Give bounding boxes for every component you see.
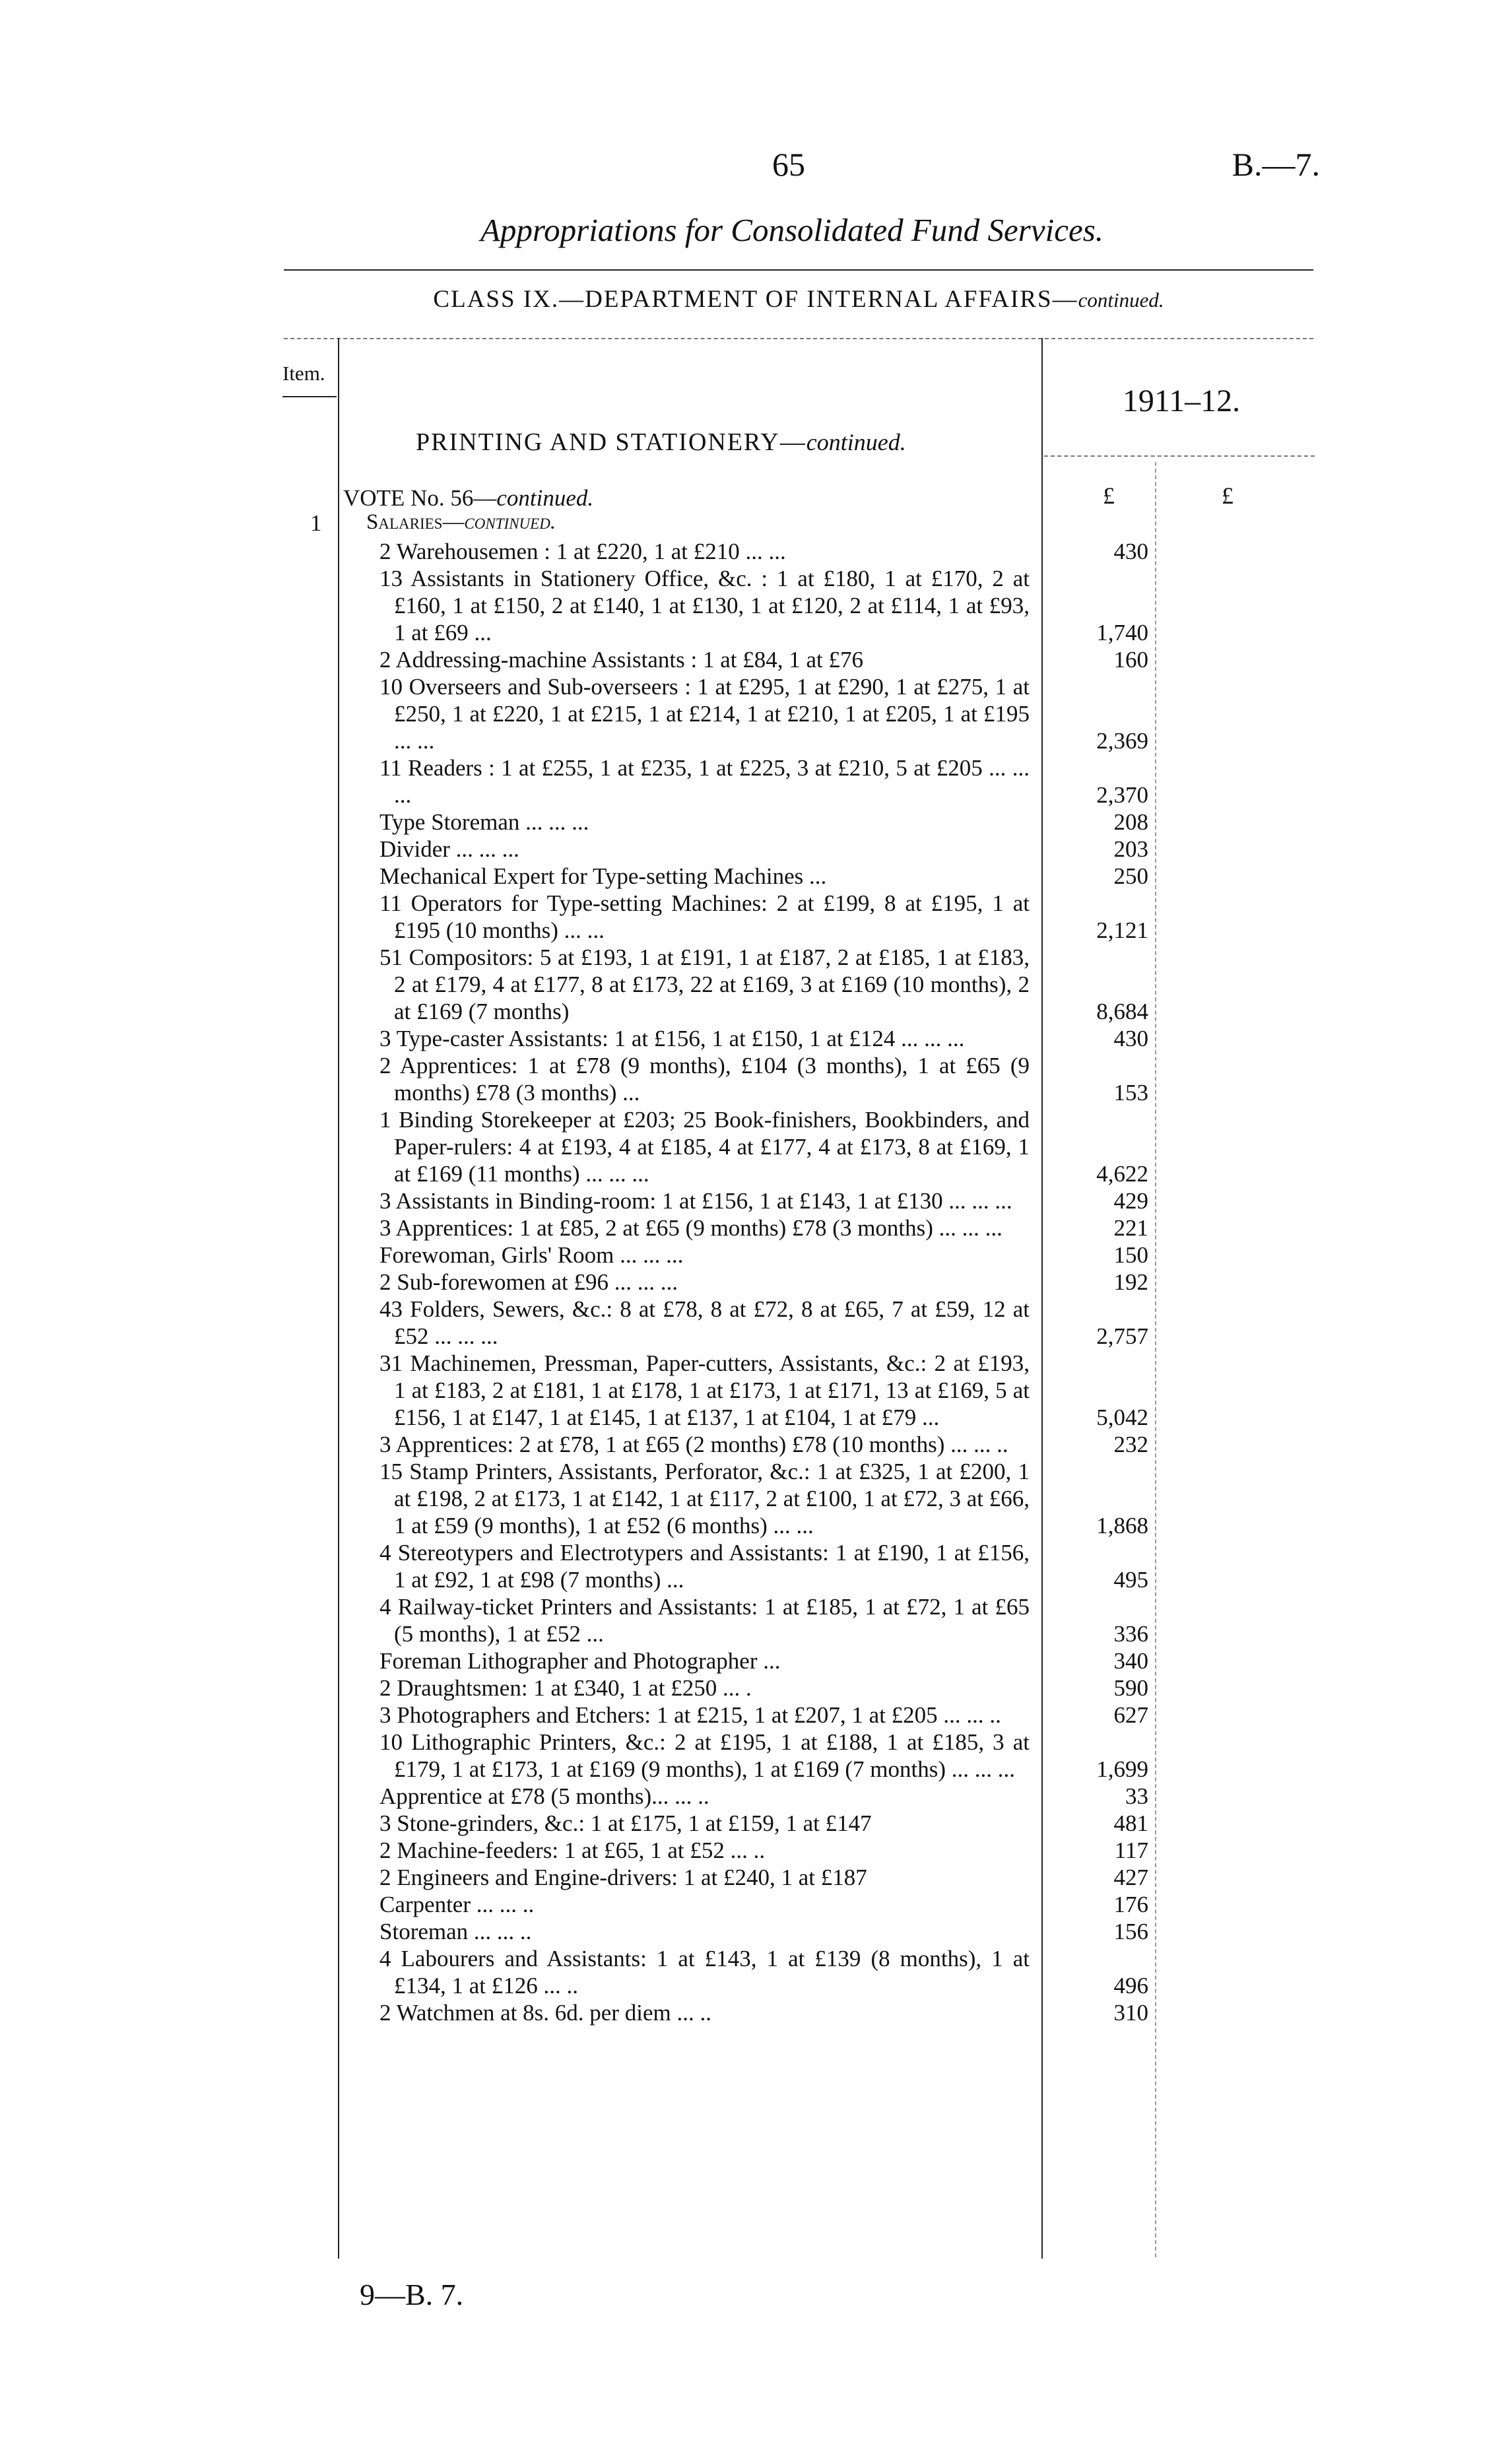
table-row	[0, 1810, 1512, 1836]
table-row	[0, 1458, 1512, 1538]
row-description: 31 Machinemen, Pressman, Paper-cutters, Assistants, &c.: 2 at £193, 1 at £183, 2 at £181, 1 at £178, 1 at £173, 1 at £171, 13 at £169, 5 at £156, 1 at £147, 1 at £145, 1 at £137, 1 at £104, 1 at £79 ...	[379, 1350, 1030, 1430]
row-amount: 2,369	[1096, 728, 1148, 754]
row-description: Carpenter ... ... ..	[379, 1892, 535, 1917]
row-description: 3 Assistants in Binding-room: 1 at £156, 1 at £143, 1 at £130 ... ... ...	[379, 1188, 1012, 1214]
table-row	[0, 1593, 1512, 1647]
item-column-header: Item.	[282, 362, 325, 385]
row-description: Storeman ... ... ..	[379, 1919, 532, 1944]
table-row	[0, 1729, 1512, 1782]
signature-mark: 9—B. 7.	[360, 2278, 464, 2311]
vote-heading-main: VOTE No. 56—	[343, 485, 497, 511]
subtotal-column-divider	[1155, 462, 1156, 2257]
row-description: 4 Stereotypers and Electrotypers and Assistants: 1 at £190, 1 at £156, 1 at £92, 1 at £98 (7 months) ...	[379, 1540, 1030, 1593]
salaries-heading-main: Salaries—	[366, 510, 465, 534]
row-description: 15 Stamp Printers, Assistants, Perforator, &c.: 1 at £325, 1 at £200, 1 at £198, 2 at £173, 1 at £142, 1 at £117, 2 at £100, 1 at £72, 3 at £66, 1 at £59 (9 months), 1 at £52 (6 months) ... ...	[379, 1459, 1030, 1538]
row-amount: 340	[1113, 1648, 1148, 1674]
table-row	[0, 754, 1512, 808]
salaries-heading	[366, 510, 556, 535]
row-description: Apprentice at £78 (5 months)... ... ..	[379, 1783, 709, 1809]
class-heading-continued: continued.	[1078, 288, 1164, 312]
row-description: 2 Warehousemen : 1 at £220, 1 at £210 ... ...	[379, 539, 786, 564]
row-description: 4 Railway-ticket Printers and Assistants: 1 at £185, 1 at £72, 1 at £65 (5 months), 1 at £52 ...	[379, 1594, 1030, 1647]
row-description: Foreman Lithographer and Photographer ...	[379, 1648, 781, 1674]
page-number: 65	[772, 146, 805, 183]
table-row	[0, 1647, 1512, 1674]
row-description: Forewoman, Girls' Room ... ... ...	[379, 1242, 684, 1268]
table-row	[0, 1241, 1512, 1268]
row-amount: 208	[1113, 809, 1148, 835]
class-heading-main: CLASS IX.—DEPARTMENT OF INTERNAL AFFAIRS—	[433, 286, 1078, 313]
row-amount: 4,622	[1096, 1161, 1148, 1187]
table-row	[0, 1025, 1512, 1051]
table-row	[0, 1296, 1512, 1349]
row-amount: 150	[1113, 1242, 1148, 1268]
table-row	[0, 1214, 1512, 1241]
year-header-rule	[1044, 455, 1315, 457]
row-description: 10 Lithographic Printers, &c.: 2 at £195, 1 at £188, 1 at £185, 3 at £179, 1 at £173, 1 at £169 (9 months), 1 at £169 (7 months) ... ... ...	[379, 1729, 1030, 1782]
row-amount: 2,757	[1096, 1323, 1148, 1349]
table-row	[0, 1864, 1512, 1890]
row-amount: 33	[1125, 1783, 1148, 1809]
table-row	[0, 1999, 1512, 2026]
row-description: 2 Engineers and Engine-drivers: 1 at £240, 1 at £187	[379, 1865, 867, 1890]
row-amount: 2,121	[1096, 917, 1148, 943]
row-amount: 221	[1113, 1215, 1148, 1241]
table-row	[0, 646, 1512, 673]
row-amount: 430	[1113, 539, 1148, 564]
row-description: 11 Readers : 1 at £255, 1 at £235, 1 at £225, 3 at £210, 5 at £205 ... ... ...	[379, 755, 1030, 808]
section-title-main: PRINTING AND STATIONERY—	[416, 428, 806, 456]
item-number: 1	[310, 510, 322, 536]
row-description: 43 Folders, Sewers, &c.: 8 at £78, 8 at £72, 8 at £65, 7 at £59, 12 at £52 ... ... ...	[379, 1296, 1030, 1349]
vote-heading	[343, 485, 593, 512]
row-description: 51 Compositors: 5 at £193, 1 at £191, 1 at £187, 2 at £185, 1 at £183, 2 at £179, 4 at £177, 8 at £173, 22 at £169, 3 at £169 (10 months), 2 at £169 (7 months)	[379, 944, 1030, 1024]
row-description: 3 Apprentices: 2 at £78, 1 at £65 (2 months) £78 (10 months) ... ... ..	[379, 1432, 1008, 1457]
row-amount: 627	[1113, 1702, 1148, 1728]
table-row	[0, 1674, 1512, 1701]
row-description: 3 Type-caster Assistants: 1 at £156, 1 at £150, 1 at £124 ... ... ...	[379, 1026, 965, 1051]
row-amount: 153	[1113, 1080, 1148, 1106]
row-description: 13 Assistants in Stationery Office, &c. : 1 at £180, 1 at £170, 2 at £160, 1 at £150, 2 at £140, 1 at £130, 1 at £120, 2 at £114, 1 at £93, 1 at £69 ...	[379, 566, 1030, 645]
table-row	[0, 1783, 1512, 1809]
table-row	[0, 1269, 1512, 1295]
row-amount: 117	[1114, 1837, 1148, 1863]
row-description: 4 Labourers and Assistants: 1 at £143, 1 at £139 (8 months), 1 at £134, 1 at £126 ... ..	[379, 1946, 1030, 1999]
row-amount: 429	[1113, 1188, 1148, 1214]
row-description: Mechanical Expert for Type-setting Machines ...	[379, 863, 827, 889]
row-description: 3 Apprentices: 1 at £85, 2 at £65 (9 months) £78 (3 months) ... ... ...	[379, 1215, 1003, 1241]
row-amount: 250	[1113, 863, 1148, 889]
row-amount: 160	[1113, 647, 1148, 673]
table-row	[0, 836, 1512, 862]
row-amount: 427	[1113, 1865, 1148, 1890]
row-description: 1 Binding Storekeeper at £203; 25 Book-finishers, Bookbinders, and Paper-rulers: 4 at £193, 4 at £185, 4 at £177, 4 at £173, 8 at £169, 1 at £169 (11 months) ... ... ...	[379, 1107, 1030, 1187]
row-amount: 192	[1113, 1269, 1148, 1295]
table-row	[0, 538, 1512, 564]
row-amount: 495	[1113, 1567, 1148, 1593]
row-amount: 1,868	[1096, 1513, 1148, 1538]
row-amount: 496	[1113, 1973, 1148, 1999]
row-amount: 2,370	[1096, 782, 1148, 808]
row-amount: 176	[1113, 1892, 1148, 1917]
table-row	[0, 1702, 1512, 1728]
row-description: 11 Operators for Type-setting Machines: 2 at £199, 8 at £195, 1 at £195 (10 months) ... ...	[379, 890, 1030, 943]
row-amount: 1,699	[1096, 1756, 1148, 1782]
row-description: 2 Draughtsmen: 1 at £340, 1 at £250 ... .	[379, 1675, 752, 1701]
row-amount: 310	[1113, 2000, 1148, 2026]
table-row	[0, 1945, 1512, 1999]
currency-symbol-amount: £	[1103, 482, 1115, 509]
row-amount: 590	[1113, 1675, 1148, 1701]
section-title-continued: continued.	[806, 429, 906, 455]
table-row	[0, 890, 1512, 943]
item-header-rule	[282, 396, 337, 397]
table-row	[0, 673, 1512, 754]
row-amount: 8,684	[1096, 999, 1148, 1024]
heading-rule	[284, 269, 1313, 271]
row-amount: 336	[1113, 1621, 1148, 1647]
document-code: B.—7.	[1232, 146, 1320, 183]
table-row	[0, 1350, 1512, 1430]
row-amount: 1,740	[1096, 620, 1148, 645]
table-row	[0, 1891, 1512, 1917]
table-row	[0, 1918, 1512, 1944]
row-description: 3 Photographers and Etchers: 1 at £215, 1 at £207, 1 at £205 ... ... ..	[379, 1702, 1001, 1728]
page-heading: Appropriations for Consolidated Fund Services.	[480, 212, 1104, 248]
currency-symbol-total: £	[1222, 482, 1233, 509]
table-row	[0, 1431, 1512, 1457]
table-row	[0, 863, 1512, 889]
row-amount: 481	[1113, 1810, 1148, 1836]
row-description: 2 Addressing-machine Assistants : 1 at £84, 1 at £76	[379, 647, 863, 673]
row-description: 3 Stone-grinders, &c.: 1 at £175, 1 at £159, 1 at £147	[379, 1810, 872, 1836]
table-row	[0, 1837, 1512, 1863]
row-description: Divider ... ... ...	[379, 836, 519, 862]
table-row	[0, 1106, 1512, 1187]
row-description: 2 Watchmen at 8s. 6d. per diem ... ..	[379, 2000, 711, 2026]
row-amount: 232	[1113, 1432, 1148, 1457]
table-row	[0, 1187, 1512, 1214]
row-amount: 430	[1113, 1026, 1148, 1051]
table-row	[0, 809, 1512, 835]
row-amount: 203	[1113, 836, 1148, 862]
year-column-header: 1911–12.	[1122, 383, 1241, 418]
table-row	[0, 1052, 1512, 1106]
row-amount: 156	[1113, 1919, 1148, 1944]
table-row	[0, 565, 1512, 645]
vote-heading-continued: continued.	[496, 485, 594, 511]
section-title	[416, 428, 1049, 457]
class-heading-rule	[284, 338, 1313, 339]
class-heading	[284, 285, 1313, 314]
row-description: 2 Apprentices: 1 at £78 (9 months), £104 (3 months), 1 at £65 (9 months) £78 (3 months) ...	[379, 1053, 1030, 1106]
row-description: 2 Sub-forewomen at £96 ... ... ...	[379, 1269, 678, 1295]
table-row	[0, 944, 1512, 1024]
row-description: Type Storeman ... ... ...	[379, 809, 589, 835]
row-description: 2 Machine-feeders: 1 at £65, 1 at £52 ... ..	[379, 1837, 766, 1863]
row-amount: 5,042	[1096, 1405, 1148, 1430]
table-row	[0, 1539, 1512, 1593]
row-description: 10 Overseers and Sub-overseers : 1 at £295, 1 at £290, 1 at £275, 1 at £250, 1 at £220, 1 at £215, 1 at £214, 1 at £210, 1 at £205, 1 at £195 ... ...	[379, 674, 1030, 754]
salaries-heading-continued: continued.	[464, 510, 556, 534]
